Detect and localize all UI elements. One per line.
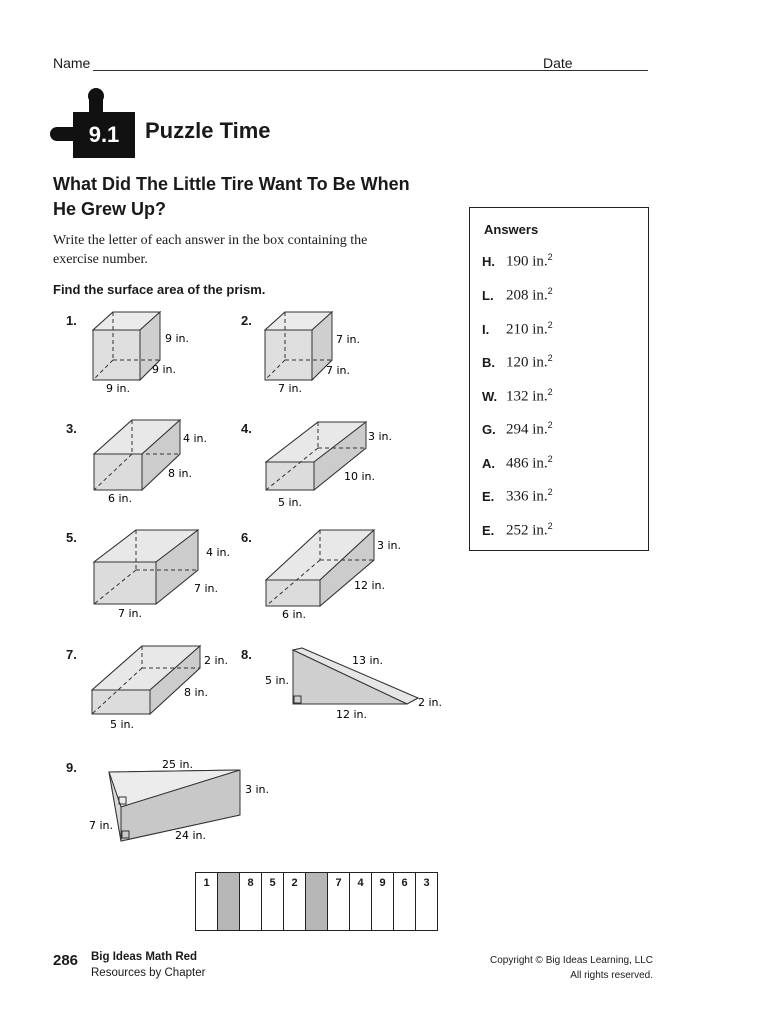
answer-item	[482, 286, 553, 305]
answer-cell[interactable]: 1	[196, 873, 218, 931]
dimension-label: 3 in.	[368, 430, 393, 443]
answers-title: Answers	[484, 222, 539, 237]
prism-figure	[262, 524, 412, 624]
answer-cell[interactable]: 5	[262, 873, 284, 931]
answer-item	[482, 387, 553, 406]
prism-figure	[90, 414, 230, 506]
answer-letter: E.	[482, 522, 495, 538]
name-field[interactable]	[93, 70, 583, 71]
answer-item	[482, 320, 553, 339]
answer-letter: E.	[482, 488, 495, 504]
answer-exponent: 2	[547, 286, 553, 296]
name-label: Name	[53, 55, 91, 71]
dimension-label: 7 in.	[326, 364, 351, 377]
copyright	[490, 953, 653, 983]
exercise-number: 8.	[241, 647, 252, 662]
answer-exponent: 2	[547, 353, 553, 363]
answer-exponent: 2	[547, 320, 553, 330]
exercise-number: 3.	[66, 421, 77, 436]
triangular-prism-figure	[85, 755, 285, 847]
answer-value: 120 in.	[506, 354, 548, 371]
exercise-number: 1.	[66, 313, 77, 328]
exercise-number: 5.	[66, 530, 77, 545]
dimension-label: 7 in.	[336, 333, 361, 346]
instructions-line: exercise number.	[53, 252, 148, 267]
answer-exponent: 2	[547, 454, 553, 464]
exercise-number: 4.	[241, 421, 252, 436]
answer-value: 208 in.	[506, 287, 548, 304]
page-number: 286	[53, 952, 79, 969]
dimension-label: 9 in.	[106, 382, 131, 395]
answer-item	[482, 252, 553, 271]
name-date-row	[53, 55, 653, 75]
answers-box	[469, 207, 649, 551]
answer-letter: L.	[482, 287, 494, 303]
answer-exponent: 2	[547, 252, 553, 262]
answer-cell-shaded	[218, 873, 240, 931]
answer-item	[482, 487, 553, 506]
answer-exponent: 2	[547, 521, 553, 531]
dimension-label: 6 in.	[108, 492, 133, 505]
answer-exponent: 2	[547, 487, 553, 497]
exercise-number: 2.	[241, 313, 252, 328]
dimension-label: 7 in.	[89, 819, 114, 832]
prism-figure	[262, 414, 412, 510]
dimension-label: 5 in.	[265, 674, 290, 687]
dimension-label: 4 in.	[206, 546, 231, 559]
answer-value: 210 in.	[506, 321, 548, 338]
dimension-label: 8 in.	[184, 686, 209, 699]
copyright-line: Copyright © Big Ideas Learning, LLC	[489, 955, 653, 966]
answer-grid	[195, 872, 438, 931]
riddle-line: He Grew Up?	[53, 199, 167, 219]
instructions-line: Write the letter of each answer in the box containing the	[53, 233, 368, 248]
answer-letter: B.	[482, 354, 495, 370]
dimension-label: 9 in.	[165, 332, 190, 345]
answer-value: 190 in.	[506, 253, 548, 270]
book-subtitle: Resources by Chapter	[91, 967, 206, 979]
answer-exponent: 2	[547, 420, 553, 430]
prism-figure	[90, 524, 240, 624]
answer-cell[interactable]: 7	[328, 873, 350, 931]
cube-figure	[262, 308, 382, 398]
answer-value: 486 in.	[506, 455, 548, 472]
prism-figure	[88, 640, 238, 732]
answer-cell[interactable]: 9	[372, 873, 394, 931]
answer-cell[interactable]: 3	[416, 873, 438, 931]
answer-letter: H.	[482, 253, 495, 269]
exercise-number: 7.	[66, 647, 77, 662]
date-label: Date	[543, 55, 573, 71]
exercise-number: 9.	[66, 760, 77, 775]
lesson-number: 9.1	[73, 112, 135, 158]
dimension-label: 25 in.	[162, 758, 194, 771]
answer-value: 294 in.	[506, 421, 548, 438]
dimension-label: 5 in.	[278, 496, 303, 509]
page-title: Puzzle Time	[145, 118, 271, 143]
answer-value: 336 in.	[506, 488, 548, 505]
dimension-label: 4 in.	[183, 432, 208, 445]
answer-value: 252 in.	[506, 522, 548, 539]
dimension-label: 8 in.	[168, 467, 193, 480]
dimension-label: 13 in.	[352, 654, 384, 667]
dimension-label: 7 in.	[278, 382, 303, 395]
book-title: Big Ideas Math Red	[91, 951, 198, 963]
riddle-question	[53, 172, 473, 222]
dimension-label: 24 in.	[175, 829, 207, 842]
rights-line: All rights reserved.	[570, 970, 653, 981]
dimension-label: 5 in.	[110, 718, 135, 731]
dimension-label: 3 in.	[377, 539, 402, 552]
answer-cell[interactable]: 6	[394, 873, 416, 931]
answer-cell-shaded	[306, 873, 328, 931]
dimension-label: 6 in.	[282, 608, 307, 621]
dimension-label: 3 in.	[245, 783, 270, 796]
triangular-prism-figure	[262, 644, 452, 726]
answer-cell[interactable]: 4	[350, 873, 372, 931]
answer-cell[interactable]: 8	[240, 873, 262, 931]
dimension-label: 10 in.	[344, 470, 376, 483]
section-heading: Find the surface area of the prism.	[53, 282, 266, 297]
dimension-label: 2 in.	[204, 654, 229, 667]
answer-letter: A.	[482, 455, 495, 471]
date-field[interactable]	[578, 70, 648, 71]
dimension-label: 7 in.	[194, 582, 219, 595]
answer-item	[482, 454, 553, 473]
dimension-label: 12 in.	[354, 579, 386, 592]
answer-letter: G.	[482, 421, 496, 437]
answer-item	[482, 420, 553, 439]
exercise-number: 6.	[241, 530, 252, 545]
dimension-label: 2 in.	[418, 696, 443, 709]
answer-item	[482, 353, 553, 372]
instructions	[53, 231, 433, 269]
answer-item	[482, 521, 553, 540]
riddle-line: What Did The Little Tire Want To Be When	[53, 174, 410, 194]
answer-exponent: 2	[547, 387, 553, 397]
dimension-label: 12 in.	[336, 708, 368, 721]
answer-letter: I.	[482, 321, 490, 337]
answer-letter: W.	[482, 388, 498, 404]
dimension-label: 9 in.	[152, 363, 177, 376]
answer-cell[interactable]: 2	[284, 873, 306, 931]
cube-figure	[90, 308, 210, 398]
answer-value: 132 in.	[506, 388, 548, 405]
dimension-label: 7 in.	[118, 607, 143, 620]
